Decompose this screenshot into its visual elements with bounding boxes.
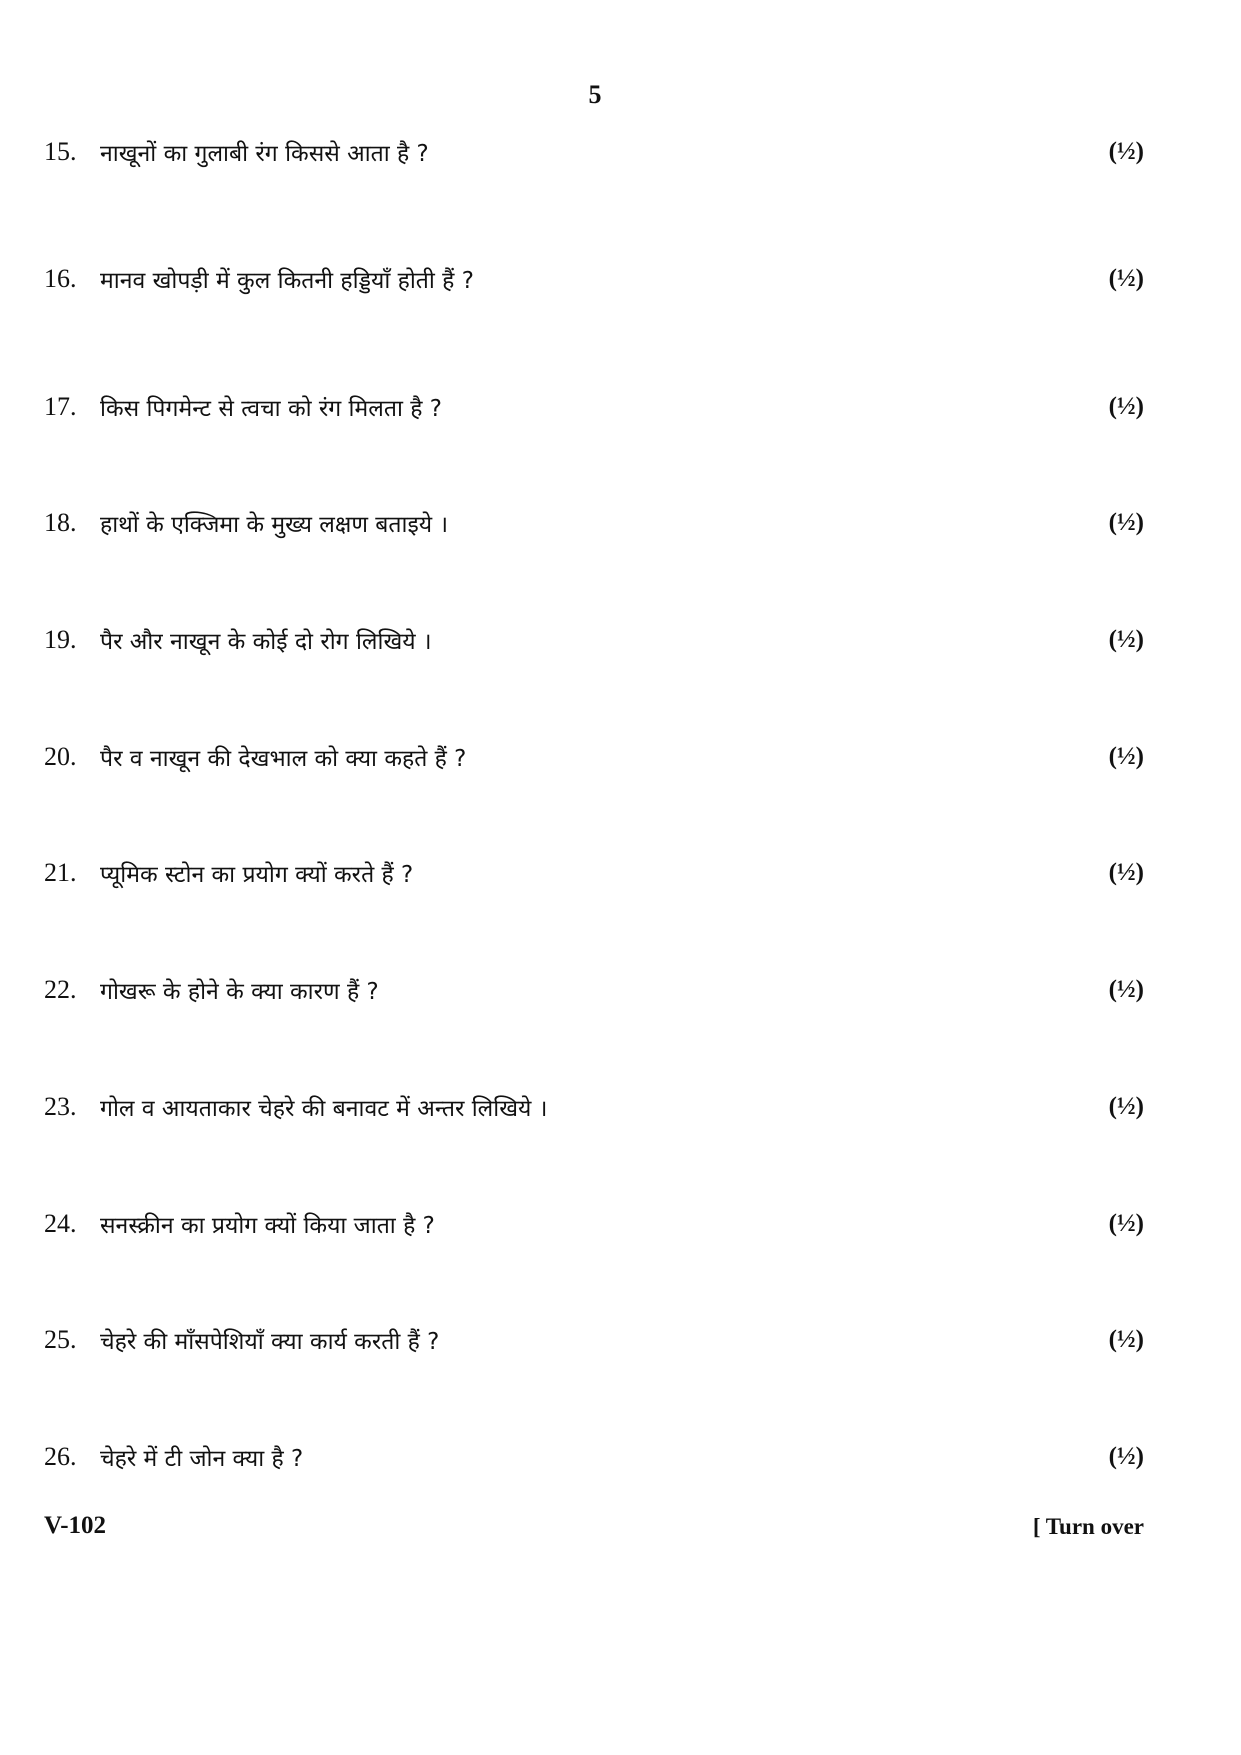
- question-text: चेहरे की माँसपेशियाँ क्या कार्य करती हैं ?: [100, 1329, 440, 1355]
- question-text: हाथों के एक्जिमा के मुख्य लक्षण बताइये ।: [100, 512, 449, 538]
- question-26: [44, 1437, 1144, 1477]
- question-number: 25.: [44, 1325, 77, 1354]
- question-25: [44, 1320, 1144, 1360]
- question-marks: (½): [1108, 138, 1144, 165]
- question-number: 24.: [44, 1209, 77, 1238]
- paper-code: V-102: [44, 1512, 107, 1539]
- question-marks: (½): [1108, 1210, 1144, 1237]
- question-marks: (½): [1108, 265, 1144, 292]
- question-number: 16.: [44, 264, 77, 293]
- question-18: [44, 503, 1144, 543]
- question-20: [44, 737, 1144, 777]
- question-marks: (½): [1108, 509, 1144, 536]
- question-number: 19.: [44, 625, 77, 654]
- question-19: [44, 620, 1144, 660]
- question-marks: (½): [1108, 859, 1144, 886]
- question-23: [44, 1087, 1144, 1127]
- question-text: किस पिगमेन्ट से त्वचा को रंग मिलता है ?: [100, 396, 442, 422]
- question-marks: (½): [1108, 1326, 1144, 1353]
- question-number: 17.: [44, 392, 77, 421]
- question-text: पैर और नाखून के कोई दो रोग लिखिये ।: [100, 629, 432, 655]
- question-marks: (½): [1108, 393, 1144, 420]
- question-marks: (½): [1108, 976, 1144, 1003]
- question-text: नाखूनों का गुलाबी रंग किससे आता है ?: [100, 141, 429, 167]
- question-number: 15.: [44, 137, 77, 166]
- question-number: 21.: [44, 858, 77, 887]
- page-number: 5: [588, 80, 602, 109]
- question-text: पैर व नाखून की देखभाल को क्या कहते हैं ?: [100, 746, 467, 772]
- question-number: 22.: [44, 975, 77, 1004]
- question-24: [44, 1204, 1144, 1244]
- question-15: [44, 132, 1144, 172]
- question-marks: (½): [1108, 1443, 1144, 1470]
- turn-over-note: [ Turn over: [1032, 1514, 1144, 1539]
- question-22: [44, 970, 1144, 1010]
- question-number: 20.: [44, 742, 77, 771]
- question-number: 18.: [44, 508, 77, 537]
- question-17: [44, 387, 1144, 427]
- question-marks: (½): [1108, 743, 1144, 770]
- question-text: सनस्क्रीन का प्रयोग क्यों किया जाता है ?: [100, 1213, 435, 1239]
- question-16: [44, 259, 1144, 299]
- question-marks: (½): [1108, 1093, 1144, 1120]
- question-21: [44, 853, 1144, 893]
- question-text: गोल व आयताकार चेहरे की बनावट में अन्तर लिखिये ।: [100, 1096, 548, 1122]
- question-number: 26.: [44, 1442, 77, 1471]
- question-text: प्यूमिक स्टोन का प्रयोग क्यों करते हैं ?: [100, 862, 414, 888]
- question-number: 23.: [44, 1092, 77, 1121]
- question-text: गोखरू के होने के क्या कारण हैं ?: [100, 979, 379, 1005]
- question-text: मानव खोपड़ी में कुल कितनी हड्डियाँ होती हैं ?: [100, 268, 474, 294]
- question-marks: (½): [1108, 626, 1144, 653]
- question-text: चेहरे में टी जोन क्या है ?: [100, 1446, 304, 1472]
